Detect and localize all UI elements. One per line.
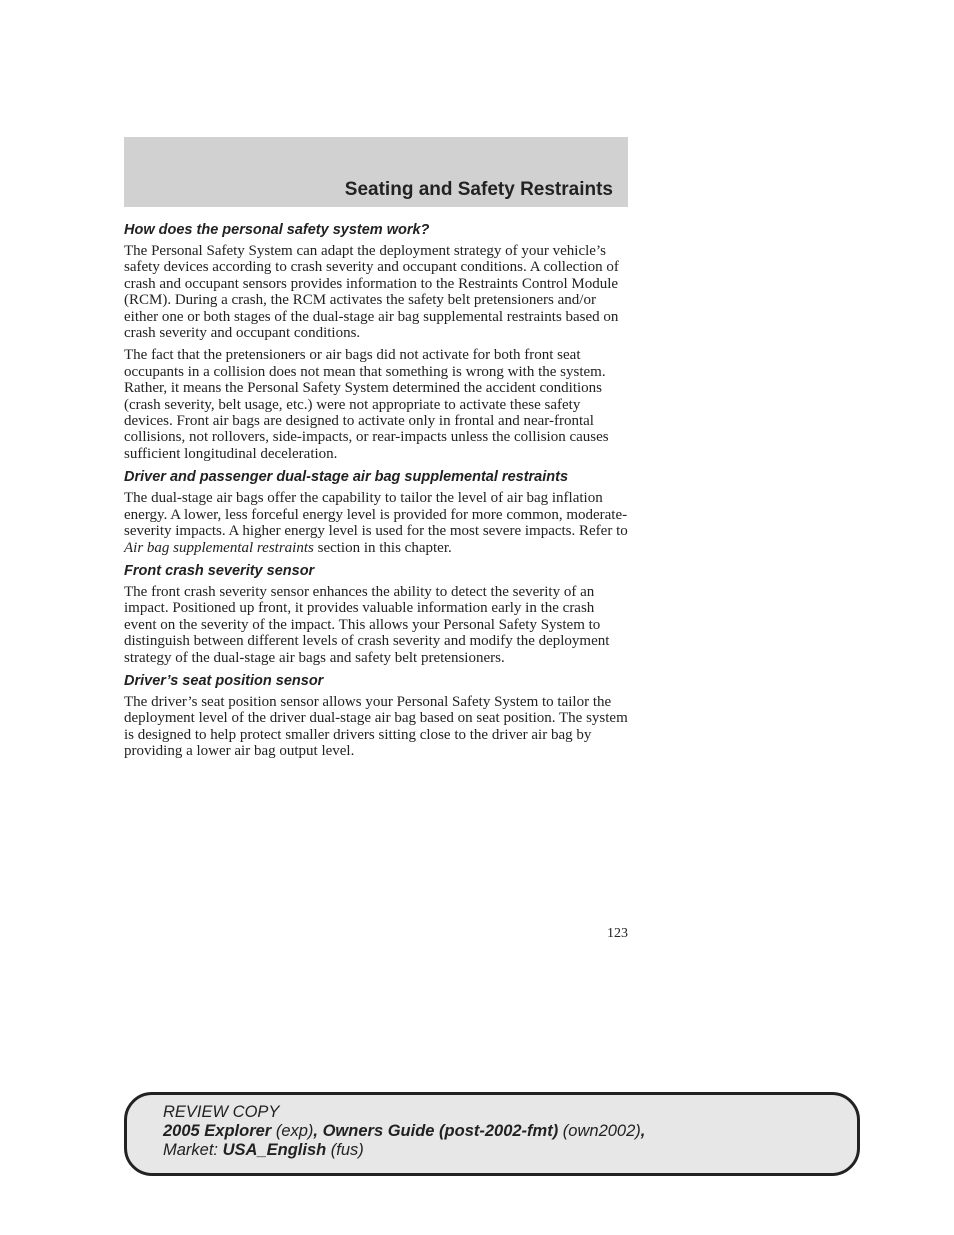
page-content xyxy=(124,221,628,766)
section-dual-stage-air-bags xyxy=(124,468,628,556)
page-number: 123 xyxy=(607,926,628,941)
section-heading: Front crash severity sensor xyxy=(124,562,315,579)
section-heading: How does the personal safety system work? xyxy=(124,222,430,238)
paragraph: The driver’s seat position sensor allows your Personal Safety System to tailor the deployment level of the driver dual-stage air bag based on seat position. The system is designed to help protect smaller drivers sitting close to the driver air bag by providing a lower air bag output level. xyxy=(124,693,628,760)
section-heading: Driver’s seat position sensor xyxy=(124,672,324,689)
separator: , xyxy=(313,1122,323,1140)
paragraph: The fact that the pretensioners or air bags did not activate for both front seat occupants in a collision does not mean that something is wrong with the system. Rather, it means the Personal Safety System determined the accident conditions (crash severity, belt usage, etc.) were not appropriate to activate these safety devices. Front air bags are designed to activate only in frontal and near-frontal collisions, not rollovers, side-impacts, or rear-impacts unless the collision causes sufficient longitudinal deceleration. xyxy=(124,347,609,462)
vehicle-name: 2005 Explorer xyxy=(163,1122,272,1140)
guide-code: (own2002) xyxy=(558,1122,641,1140)
review-copy-footer xyxy=(124,1092,860,1176)
separator: , xyxy=(640,1122,646,1140)
page-title: Seating and Safety Restraints xyxy=(344,179,613,200)
section-personal-safety-system xyxy=(124,221,628,462)
market-code: (fus) xyxy=(326,1141,364,1159)
market-name: USA_English xyxy=(222,1141,327,1159)
cross-reference-link[interactable]: Air bag supplemental restraints xyxy=(124,539,314,556)
footer-market-line xyxy=(163,1141,645,1160)
review-copy-label: REVIEW COPY xyxy=(163,1103,280,1121)
section-header-band xyxy=(124,137,628,207)
footer-text xyxy=(163,1103,645,1160)
guide-name: Owners Guide (post-2002-fmt) xyxy=(322,1122,559,1140)
section-front-crash-severity-sensor xyxy=(124,562,628,666)
section-heading: Driver and passenger dual-stage air bag supplemental restraints xyxy=(124,469,569,486)
vehicle-code: (exp) xyxy=(271,1122,314,1140)
paragraph xyxy=(124,490,628,556)
paragraph: The Personal Safety System can adapt the deployment strategy of your vehicle’s safety devices according to crash severity and occupant conditions. A collection of crash and occupant sensors provides information to the Restraints Control Module (RCM). During a crash, the RCM activates the safety belt pretensioners and/or either one or both stages of the dual-stage air bag supplemental restraints based on crash severity and occupant conditions. xyxy=(124,243,619,342)
section-seat-position-sensor xyxy=(124,672,628,760)
market-label: Market: xyxy=(163,1141,223,1159)
paragraph-text: The dual-stage air bags offer the capability to tailor the level of air bag inflation energy. A lower, less forceful energy level is provided for more common, moderate-severity impacts. A higher energy level is used for the most severe impacts. Refer to xyxy=(124,490,628,540)
footer-document-line xyxy=(163,1122,645,1141)
paragraph-text: section in this chapter. xyxy=(313,539,452,556)
paragraph: The front crash severity sensor enhances the ability to detect the severity of an impact. Positioned up front, it provides valuable information early in the crash event on the severity of the impact. This allows your Personal Safety System to distinguish between different levels of crash severity and modify the deployment strategy of the dual-stage air bags and safety belt pretensioners. xyxy=(124,583,610,666)
